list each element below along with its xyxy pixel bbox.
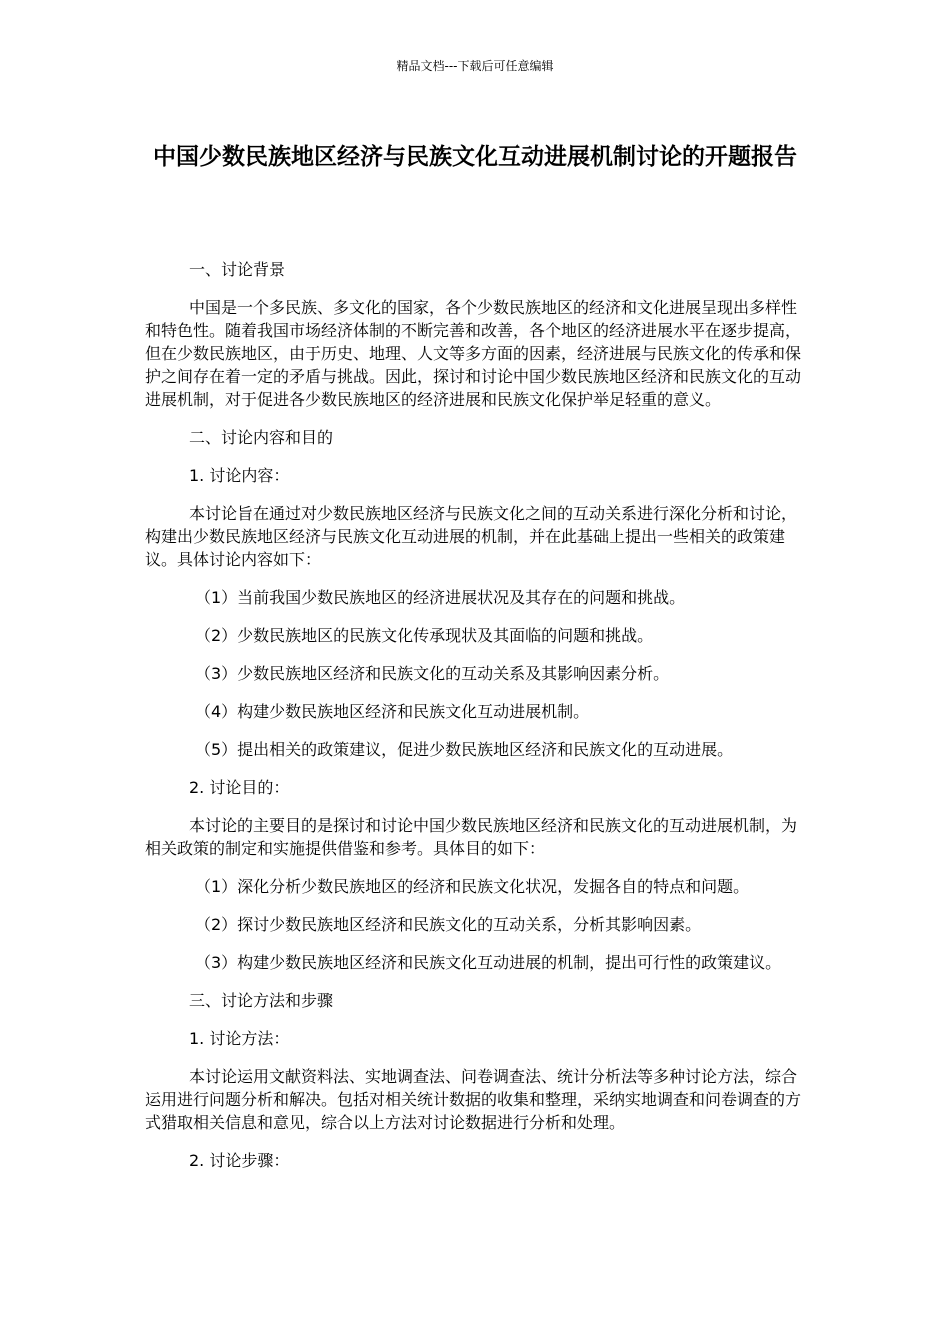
paragraph: 本讨论运用文献资料法、实地调查法、问卷调查法、统计分析法等多种讨论方法，综合运用进行问题分析和解决。包括对相关统计数据的收集和整理，采纳实地调查和问卷调查的方式猎取相关信息和意见，综合以上方法对讨论数据进行分析和处理。: [145, 1067, 802, 1132]
document-body: [145, 258, 807, 1187]
list-item: （3）构建少数民族地区经济和民族文化互动进展的机制，提出可行性的政策建议。: [195, 953, 782, 972]
subsection-heading: 2. 讨论步骤：: [189, 1151, 290, 1170]
list-item: （4）构建少数民族地区经济和民族文化互动进展机制。: [195, 702, 590, 721]
list-item: （5）提出相关的政策建议，促进少数民族地区经济和民族文化的互动进展。: [195, 740, 734, 759]
list-item: （2）探讨少数民族地区经济和民族文化的互动关系，分析其影响因素。: [195, 915, 702, 934]
list-item: （2）少数民族地区的民族文化传承现状及其面临的问题和挑战。: [195, 626, 654, 645]
section-heading: 二、讨论内容和目的: [189, 428, 334, 447]
list-item: （1）深化分析少数民族地区的经济和民族文化状况，发掘各自的特点和问题。: [195, 877, 750, 896]
subsection-heading: 1. 讨论内容：: [189, 466, 290, 485]
section-heading: 三、讨论方法和步骤: [189, 991, 334, 1010]
subsection-heading: 1. 讨论方法：: [189, 1029, 290, 1048]
header-note: 精品文档---下载后可任意编辑: [396, 59, 554, 73]
list-item: （3）少数民族地区经济和民族文化的互动关系及其影响因素分析。: [195, 664, 670, 683]
paragraph: 本讨论旨在通过对少数民族地区经济与民族文化之间的互动关系进行深化分析和讨论，构建出少数民族地区经济与民族文化互动进展的机制，并在此基础上提出一些相关的政策建议。具体讨论内容如下：: [145, 504, 798, 569]
paragraph: 本讨论的主要目的是探讨和讨论中国少数民族地区经济和民族文化的互动进展机制，为相关政策的制定和实施提供借鉴和参考。具体目的如下：: [145, 816, 798, 858]
section-heading: 一、讨论背景: [189, 260, 286, 279]
paragraph: 中国是一个多民族、多文化的国家，各个少数民族地区的经济和文化进展呈现出多样性和特色性。随着我国市场经济体制的不断完善和改善，各个地区的经济进展水平在逐步提高，但在少数民族地区，由于历史、地理、人文等多方面的因素，经济进展与民族文化的传承和保护之间存在着一定的矛盾与挑战。因此，探讨和讨论中国少数民族地区经济和民族文化的互动进展机制，对于促进各少数民族地区的经济进展和民族文化保护举足轻重的意义。: [145, 298, 802, 409]
list-item: （1）当前我国少数民族地区的经济进展状况及其存在的问题和挑战。: [195, 588, 686, 607]
subsection-heading: 2. 讨论目的：: [189, 778, 290, 797]
document-title: 中国少数民族地区经济与民族文化互动进展机制讨论的开题报告: [153, 144, 797, 170]
